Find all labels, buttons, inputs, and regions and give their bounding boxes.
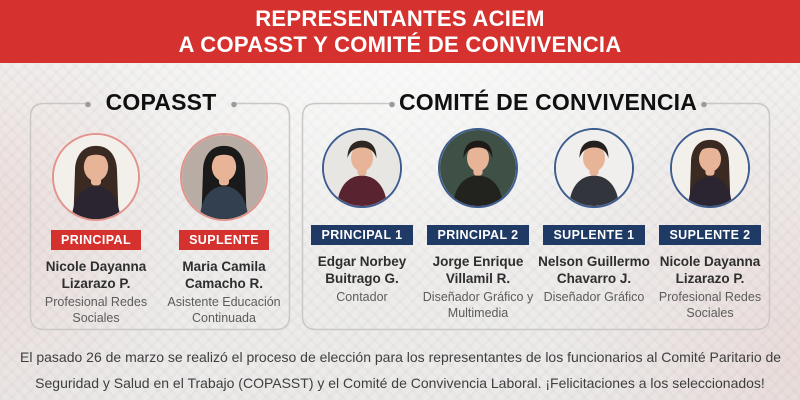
- member-photo: [438, 128, 518, 208]
- person-avatar-icon: [182, 135, 266, 219]
- person-avatar-icon: [672, 130, 748, 206]
- member-card: [162, 133, 286, 326]
- member-name: Nelson Guillermo Chavarro J.: [538, 254, 650, 286]
- member-photo: [670, 128, 750, 208]
- member-name: Maria Camila Camacho R.: [182, 259, 266, 291]
- header-title-line-2: A COPASST Y COMITÉ DE CONVIVENCIA: [178, 31, 622, 57]
- member-card: [306, 128, 418, 305]
- member-photo: [180, 133, 268, 221]
- header-title-line-1: REPRESENTANTES ACIEM: [255, 5, 545, 31]
- role-badge: PRINCIPAL: [51, 230, 141, 250]
- member-name: Jorge Enrique Villamil R.: [432, 254, 524, 286]
- member-role: Diseñador Gráfico: [543, 290, 645, 304]
- comite-members: [302, 103, 770, 330]
- member-name: Edgar Norbey Buitrago G.: [317, 254, 407, 286]
- member-card: [34, 133, 158, 326]
- role-badge: PRINCIPAL 2: [427, 225, 528, 245]
- copasst-members: [30, 103, 290, 330]
- member-role: Asistente Educación Continuada: [167, 295, 281, 325]
- role-badge: SUPLENTE 1: [543, 225, 644, 245]
- member-photo: [322, 128, 402, 208]
- section-title-comite: COMITÉ DE CONVIVENCIA: [398, 89, 698, 115]
- member-card: [654, 128, 766, 321]
- section-title-copasst: COPASST: [105, 89, 217, 115]
- person-avatar-icon: [324, 130, 400, 206]
- comite-convivencia-section: [302, 89, 770, 330]
- member-role: Profesional Redes Sociales: [44, 295, 148, 325]
- footer-note: [20, 344, 780, 396]
- member-role: Contador: [336, 290, 388, 304]
- person-avatar-icon: [54, 135, 138, 219]
- role-badge: SUPLENTE: [179, 230, 269, 250]
- member-photo: [554, 128, 634, 208]
- person-avatar-icon: [556, 130, 632, 206]
- member-photo: [52, 133, 140, 221]
- member-name: Nicole Dayanna Lizarazo P.: [659, 254, 761, 286]
- member-card: [538, 128, 650, 305]
- member-name: Nicole Dayanna Lizarazo P.: [45, 259, 147, 291]
- member-card: [422, 128, 534, 321]
- person-avatar-icon: [440, 130, 516, 206]
- role-badge: SUPLENTE 2: [659, 225, 760, 245]
- footer-line-2: Seguridad y Salud en el Trabajo (COPASST) y el Comité de Convivencia Laboral. ¡Felicitaciones a los seleccionados!: [35, 375, 765, 391]
- header-banner: [0, 0, 800, 63]
- footer-line-1: El pasado 26 de marzo se realizó el proceso de elección para los representantes de los funcionarios al Comité Paritario de: [20, 349, 782, 365]
- copasst-section: [30, 89, 290, 330]
- role-badge: PRINCIPAL 1: [311, 225, 412, 245]
- member-role: Profesional Redes Sociales: [658, 290, 762, 320]
- member-role: Diseñador Gráfico y Multimedia: [422, 290, 534, 320]
